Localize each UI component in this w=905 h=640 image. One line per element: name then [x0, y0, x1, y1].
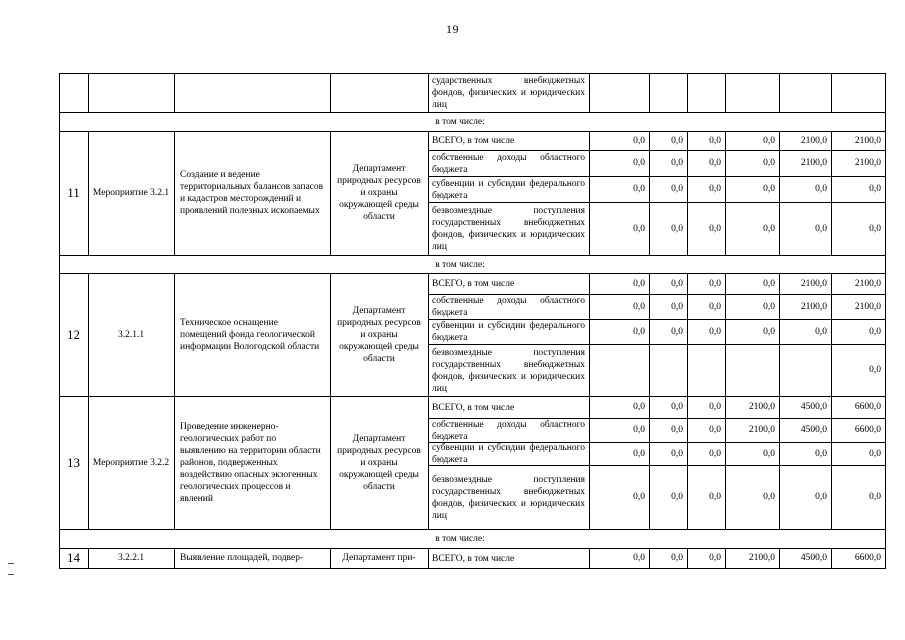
amount-value: 6600,0: [854, 553, 881, 563]
amount-value: 0,0: [633, 492, 645, 502]
table-rule: [725, 73, 726, 112]
amount-value: 0,0: [633, 223, 645, 234]
amount-value: 0,0: [671, 278, 683, 289]
funding-source: [432, 397, 585, 418]
amount-value: 0,0: [671, 425, 683, 435]
amount-value: 4500,0: [800, 425, 827, 435]
responsible-department: [334, 548, 424, 572]
table-rule: [649, 273, 650, 529]
amount-value: 0,0: [633, 448, 645, 459]
funding-source: [432, 274, 585, 294]
amount-value: 0,0: [633, 301, 645, 312]
amount-value: 0,0: [633, 326, 645, 337]
funding-source-text: субвенции и субсидии федерального бюджета: [432, 321, 585, 343]
amount-value: 0,0: [709, 184, 721, 194]
amount-value: 0,0: [633, 553, 645, 563]
responsible-department-text: Департамент при-: [342, 553, 416, 563]
amount-value: 0,0: [763, 492, 775, 502]
table-rule: [687, 548, 688, 568]
table-rule: [885, 131, 886, 255]
funding-source: [432, 295, 585, 319]
activity-title-text: Проведение инженерно-геологических работ по выявлению на территории области районов, подверженных воздействию опасных экзогенных геологических процессов и явлений: [180, 421, 321, 504]
funding-source-text: безвозмездные поступления государственных внебюджетных фондов, физических и юридических лиц: [432, 206, 585, 252]
amount-value: 2100,0: [854, 158, 881, 168]
activity-code: Мероприятие 3.2.2: [92, 457, 170, 468]
funding-source-text: субвенции и субсидии федерального бюджета: [432, 178, 585, 201]
funding-source: [432, 132, 585, 150]
amount-value: 0,0: [633, 135, 645, 146]
amount-value: 0,0: [633, 184, 645, 194]
funding-source: [432, 177, 585, 202]
table-rule: [885, 529, 886, 548]
funding-source: [432, 203, 585, 255]
table-rule: [725, 131, 726, 255]
responsible-department-text: Департамент природных ресурсов и охраны окружающей среды области: [337, 433, 421, 492]
amount-value: 0,0: [709, 492, 721, 502]
responsible-department: [334, 273, 424, 396]
amount-value: 0,0: [671, 135, 683, 146]
table-rule: [885, 255, 886, 273]
responsible-department: [334, 131, 424, 255]
table-rule: [59, 255, 60, 273]
table-rule: [59, 255, 886, 256]
amount-value: 0,0: [869, 448, 881, 459]
amount-value: 2100,0: [854, 278, 881, 289]
amount-value: 0,0: [709, 135, 721, 146]
amount-value: 0,0: [815, 184, 827, 194]
table-rule: [725, 273, 726, 529]
activity-title-text: Создание и ведение территориальных балансов запасов и кадастров месторождений и проявлений полезных ископаемых: [180, 170, 324, 216]
amount-value: 0,0: [671, 184, 683, 194]
row-number: 14: [67, 550, 80, 565]
amount-value: 0,0: [763, 326, 775, 337]
amount-value: 0,0: [869, 184, 881, 194]
amount-value: 0,0: [633, 158, 645, 168]
amount-value: 0,0: [763, 184, 775, 194]
funding-source: [432, 443, 585, 465]
table-rule: [779, 273, 780, 529]
amount-value: 0,0: [709, 223, 721, 234]
funding-source: [432, 549, 585, 568]
table-rule: [649, 548, 650, 568]
row-number: 12: [67, 326, 80, 342]
table-rule: [831, 73, 832, 112]
funding-source: [432, 419, 585, 442]
amount-value: 0,0: [709, 158, 721, 168]
amount-value: 0,0: [671, 158, 683, 168]
funding-source-text: безвозмездные поступления государственных внебюджетных фондов, физических и юридических лиц: [432, 347, 585, 394]
amount-value: 2100,0: [800, 158, 827, 168]
table-rule: [831, 548, 832, 568]
responsible-department-text: Департамент природных ресурсов и охраны окружающей среды области: [337, 305, 421, 364]
row-number: 13: [67, 454, 80, 470]
amount-value: 4500,0: [800, 402, 827, 412]
amount-value: 2100,0: [854, 135, 881, 146]
amount-value: 0,0: [633, 278, 645, 289]
table-rule: [59, 73, 60, 112]
table-rule: [779, 131, 780, 255]
funding-source-text: ВСЕГО, в том числе: [432, 553, 515, 564]
amount-value: 0,0: [815, 448, 827, 459]
funding-source: [432, 151, 585, 176]
funding-source: [432, 466, 585, 529]
amount-value: 0,0: [709, 278, 721, 289]
amount-value: 0,0: [763, 448, 775, 459]
table-rule: [174, 73, 175, 112]
table-rule: [330, 73, 331, 112]
table-rule: [831, 273, 832, 529]
table-rule: [330, 131, 331, 255]
amount-value: 0,0: [671, 402, 683, 412]
amount-value: 4500,0: [800, 553, 827, 563]
table-rule: [88, 131, 89, 255]
subheader-label: в том числе:: [435, 117, 485, 127]
amount-value: 0,0: [763, 278, 775, 289]
funding-source-text: ВСЕГО, в том числе: [432, 402, 515, 413]
funding-source-text: собственные доходы областного бюджета: [432, 296, 585, 318]
amount-value: 0,0: [869, 492, 881, 502]
table-rule: [589, 131, 590, 255]
amount-value: 6600,0: [854, 425, 881, 435]
amount-value: 2100,0: [800, 278, 827, 289]
amount-value: 6600,0: [854, 402, 881, 412]
funding-source-text: безвозмездные поступления государственных внебюджетных фондов, физических и юридических лиц: [432, 474, 585, 521]
table-rule: [330, 548, 331, 568]
activity-code: 3.2.1.1: [117, 329, 145, 340]
amount-value: 0,0: [671, 326, 683, 337]
amount-value: 0,0: [869, 365, 881, 375]
table-rule: [59, 73, 886, 74]
activity-title: [180, 548, 324, 572]
table-rule: [779, 548, 780, 568]
amount-value: 0,0: [671, 223, 683, 234]
activity-title: [180, 131, 324, 255]
amount-value: 2100,0: [748, 402, 775, 412]
table-rule: [88, 73, 89, 112]
table-rule: [174, 273, 175, 529]
amount-value: 0,0: [709, 301, 721, 312]
table-rule: [687, 131, 688, 255]
table-rule: [428, 131, 429, 255]
activity-code: Мероприятие 3.2.1: [92, 188, 170, 198]
table-rule: [649, 73, 650, 112]
funding-source: [432, 320, 585, 344]
funding-source-text: собственные доходы областного бюджета: [432, 419, 585, 442]
table-rule: [589, 273, 590, 529]
amount-value: 0,0: [763, 135, 775, 146]
amount-value: 0,0: [633, 402, 645, 412]
subheader-label: в том числе:: [435, 260, 485, 270]
amount-value: 0,0: [633, 425, 645, 435]
amount-value: 0,0: [709, 425, 721, 435]
amount-value: 0,0: [709, 402, 721, 412]
amount-value: 0,0: [763, 158, 775, 168]
amount-value: 2100,0: [800, 301, 827, 312]
amount-value: 0,0: [763, 301, 775, 312]
amount-value: 2100,0: [748, 425, 775, 435]
amount-value: 0,0: [709, 326, 721, 337]
activity-title-text: Техническое оснащение помещений фонда геологической информации Вологодской области: [180, 317, 320, 352]
amount-value: 0,0: [671, 553, 683, 563]
table-rule: [885, 273, 886, 529]
table-rule: [428, 73, 429, 112]
amount-value: 0,0: [815, 326, 827, 337]
amount-value: 0,0: [671, 448, 683, 459]
amount-value: 0,0: [815, 492, 827, 502]
table-rule: [330, 273, 331, 529]
row-number: 11: [67, 185, 80, 200]
amount-value: 0,0: [869, 223, 881, 234]
amount-value: 0,0: [709, 553, 721, 563]
table-rule: [831, 131, 832, 255]
table-rule: [589, 73, 590, 112]
amount-value: 2100,0: [748, 553, 775, 563]
source-text: сударственных внебюджетных фондов, физических и юридических лиц: [432, 76, 585, 110]
table-rule: [589, 548, 590, 568]
table-rule: [428, 273, 429, 529]
table-rule: [885, 112, 886, 131]
activity-title: [180, 273, 324, 396]
margin-mark: [8, 563, 14, 575]
activity-title: [180, 396, 324, 529]
table-rule: [687, 273, 688, 529]
amount-value: 2100,0: [854, 301, 881, 312]
funding-source-text: собственные доходы областного бюджета: [432, 152, 585, 175]
subheader-label: в том числе:: [435, 534, 485, 544]
table-rule: [885, 548, 886, 568]
table-rule: [88, 548, 89, 568]
table-rule: [687, 73, 688, 112]
amount-value: 0,0: [763, 223, 775, 234]
table-rule: [174, 548, 175, 568]
table-rule: [174, 131, 175, 255]
responsible-department-text: Департамент природных ресурсов и охраны окружающей среды области: [337, 164, 421, 222]
table-rule: [59, 112, 60, 131]
table-rule: [779, 73, 780, 112]
amount-value: 0,0: [815, 223, 827, 234]
table-rule: [649, 131, 650, 255]
table-rule: [885, 73, 886, 112]
responsible-department: [334, 396, 424, 529]
funding-source-text: субвенции и субсидии федерального бюджета: [432, 443, 585, 465]
activity-title-text: Выявление площадей, подвер-: [180, 553, 304, 563]
page-number: 19: [446, 22, 459, 36]
activity-code: 3.2.2.1: [117, 553, 145, 563]
table-rule: [88, 273, 89, 529]
funding-source-text: ВСЕГО, в том числе: [432, 136, 515, 146]
funding-source: [432, 345, 585, 396]
table-rule: [59, 529, 886, 530]
table-rule: [59, 112, 886, 113]
amount-value: 0,0: [869, 326, 881, 337]
funding-source-text: ВСЕГО, в том числе: [432, 279, 515, 289]
table-rule: [725, 548, 726, 568]
amount-value: 2100,0: [800, 135, 827, 146]
amount-value: 0,0: [709, 448, 721, 459]
table-rule: [428, 548, 429, 568]
amount-value: 0,0: [671, 301, 683, 312]
amount-value: 0,0: [671, 492, 683, 502]
table-rule: [59, 529, 60, 548]
